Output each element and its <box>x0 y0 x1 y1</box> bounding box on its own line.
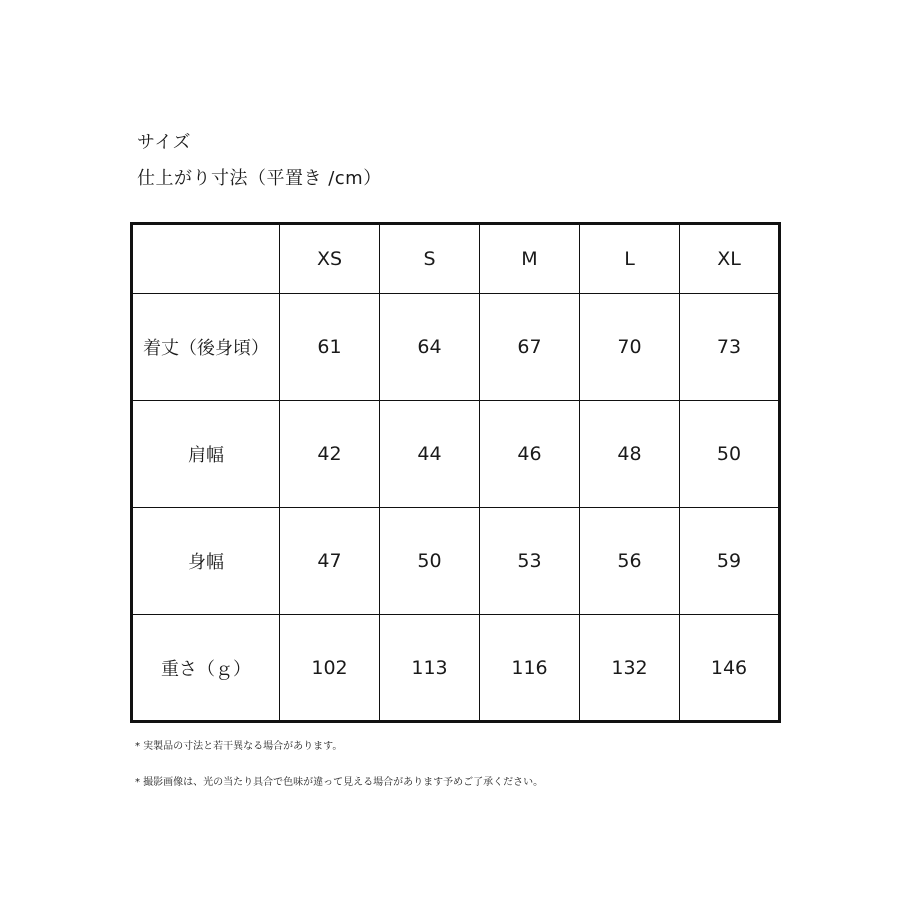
table-cell: 113 <box>380 615 480 722</box>
table-header-row <box>132 224 780 294</box>
table-cell: 53 <box>480 508 580 615</box>
row-label-chest: 身幅 <box>132 508 280 615</box>
footnote-color: * 撮影画像は、光の当たり具合で色味が違って見える場合があります予めご了承ください。 <box>135 777 544 788</box>
table-cell: 70 <box>580 294 680 401</box>
size-header-s: S <box>380 224 480 294</box>
table-cell: 50 <box>680 401 780 508</box>
size-header-xs: XS <box>280 224 380 294</box>
table-cell: 102 <box>280 615 380 722</box>
size-header-m: M <box>480 224 580 294</box>
row-label-shoulder: 肩幅 <box>132 401 280 508</box>
table-row <box>132 508 780 615</box>
table-cell: 61 <box>280 294 380 401</box>
size-header-l: L <box>580 224 680 294</box>
table-row <box>132 401 780 508</box>
table-row <box>132 615 780 722</box>
table-cell: 146 <box>680 615 780 722</box>
row-label-length: 着丈（後身頃） <box>132 294 280 401</box>
table-row <box>132 294 780 401</box>
table-cell: 44 <box>380 401 480 508</box>
page-subtitle: 仕上がり寸法（平置き /cm） <box>137 168 382 189</box>
table-cell: 59 <box>680 508 780 615</box>
size-header-xl: XL <box>680 224 780 294</box>
table-cell: 73 <box>680 294 780 401</box>
table-cell: 132 <box>580 615 680 722</box>
table-cell: 47 <box>280 508 380 615</box>
table-cell: 46 <box>480 401 580 508</box>
row-label-weight: 重さ（ｇ） <box>132 615 280 722</box>
corner-cell <box>132 224 280 294</box>
page-title: サイズ <box>137 132 192 153</box>
table-cell: 42 <box>280 401 380 508</box>
table-cell: 56 <box>580 508 680 615</box>
table-cell: 116 <box>480 615 580 722</box>
footnote-dimensions: * 実製品の寸法と若干異なる場合があります。 <box>135 741 343 752</box>
table-cell: 67 <box>480 294 580 401</box>
size-table <box>130 222 781 723</box>
table-cell: 48 <box>580 401 680 508</box>
table-cell: 50 <box>380 508 480 615</box>
table-cell: 64 <box>380 294 480 401</box>
